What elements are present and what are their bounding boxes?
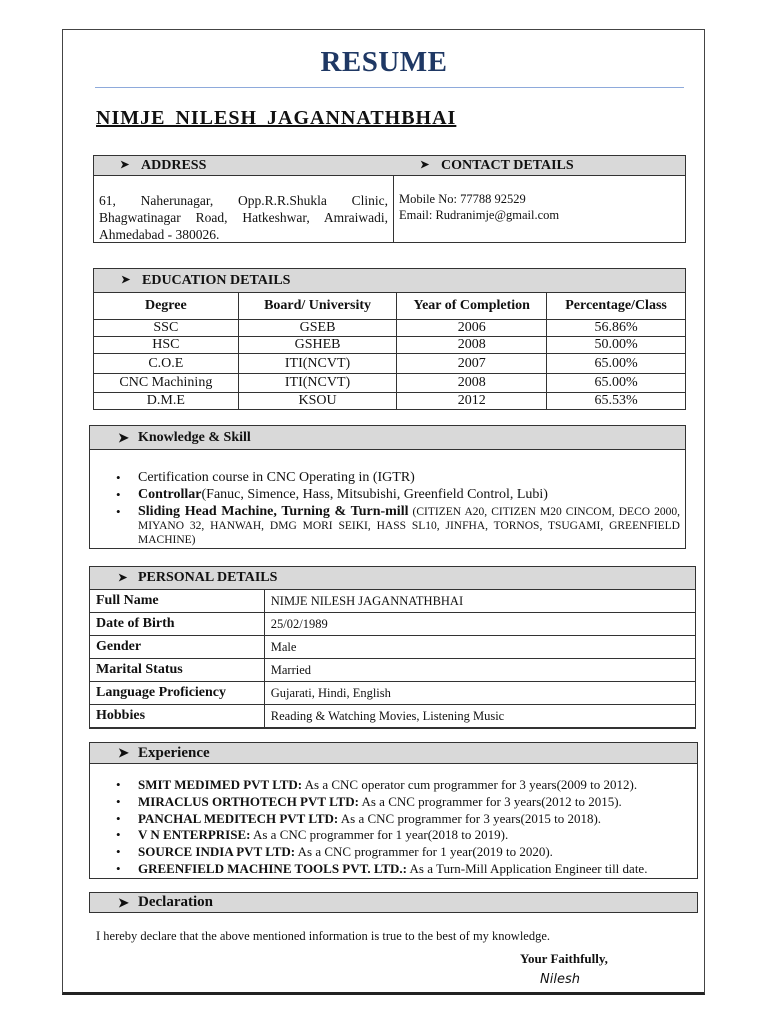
arrow-right-icon: ➤ — [118, 572, 128, 584]
arrow-right-icon: ➤ — [118, 745, 129, 760]
field-label: Full Name — [90, 590, 265, 613]
education-section — [93, 268, 686, 410]
field-value: Reading & Watching Movies, Listening Music — [264, 705, 695, 728]
table-cell: GSHEB — [238, 337, 397, 354]
table-row — [90, 659, 696, 682]
experience-header — [90, 743, 697, 764]
personal-heading: PERSONAL DETAILS — [138, 570, 278, 585]
contact-mobile: Mobile No: 77788 92529 — [399, 192, 526, 206]
table-cell: 65.00% — [547, 354, 686, 374]
candidate-name: NIMJE NILESH JAGANNATHBHAI — [96, 107, 457, 129]
table-row — [90, 682, 696, 705]
table-row — [90, 613, 696, 636]
list-item: • GREENFIELD MACHINE TOOLS PVT. LTD.: As a Turn-Mill Application Engineer till date. — [90, 861, 690, 878]
field-label: Date of Birth — [90, 613, 265, 636]
skills-header — [90, 426, 685, 450]
field-value: Gujarati, Hindi, English — [264, 682, 695, 705]
column-header: Board/ University — [238, 293, 397, 320]
contact-heading: CONTACT DETAILS — [441, 158, 574, 173]
education-header — [94, 269, 685, 293]
arrow-right-icon: ➤ — [120, 159, 130, 171]
list-item: • V N ENTERPRISE: As a CNC programmer for 1 year(2018 to 2019). — [90, 827, 690, 844]
field-value: Male — [264, 636, 695, 659]
table-row — [94, 374, 686, 393]
contact-header — [393, 156, 685, 176]
table-cell: GSEB — [238, 320, 397, 337]
signature-name: Nilesh — [540, 972, 580, 987]
field-label: Marital Status — [90, 659, 265, 682]
page-title: RESUME — [320, 46, 448, 78]
personal-header — [90, 567, 695, 590]
column-header: Percentage/Class — [547, 293, 686, 320]
contact-email: Email: Rudranimje@gmail.com — [399, 208, 560, 222]
table-row — [90, 705, 696, 728]
table-cell: 50.00% — [547, 337, 686, 354]
column-divider — [393, 176, 394, 242]
table-cell: ITI(NCVT) — [238, 354, 397, 374]
table-cell: HSC — [94, 337, 239, 354]
table-row — [94, 337, 686, 354]
experience-heading: Experience — [138, 745, 210, 761]
list-item: • MIRACLUS ORTHOTECH PVT LTD: As a CNC programmer for 3 years(2012 to 2015). — [90, 794, 690, 811]
skills-list — [90, 469, 680, 547]
address-heading: ADDRESS — [141, 158, 207, 173]
field-value: 25/02/1989 — [264, 613, 695, 636]
table-row — [94, 320, 686, 337]
table-cell: D.M.E — [94, 393, 239, 410]
table-cell: 65.00% — [547, 374, 686, 393]
column-header: Year of Completion — [397, 293, 547, 320]
table-cell: CNC Machining — [94, 374, 239, 393]
declaration-heading: Declaration — [138, 894, 213, 910]
closing-text: Your Faithfully, — [520, 951, 608, 966]
table-cell: KSOU — [238, 393, 397, 410]
experience-section — [89, 742, 698, 879]
column-header: Degree — [94, 293, 239, 320]
table-cell: 2008 — [397, 337, 547, 354]
field-value: NIMJE NILESH JAGANNATHBHAI — [264, 590, 695, 613]
table-cell: ITI(NCVT) — [238, 374, 397, 393]
field-label: Hobbies — [90, 705, 265, 728]
title-divider — [95, 87, 684, 88]
arrow-right-icon: ➤ — [121, 274, 131, 286]
list-item: • Certification course in CNC Operating in (IGTR) — [90, 469, 680, 486]
education-heading: EDUCATION DETAILS — [142, 273, 291, 288]
list-item: • SOURCE INDIA PVT LTD: As a CNC programmer for 1 year(2019 to 2020). — [90, 844, 690, 861]
address-text: 61, Naherunagar, Opp.R.R.Shukla Clinic, Bhagwatinagar Road, Hatkeshwar, Amraiwadi, Ahmedabad - 380026. — [99, 193, 388, 242]
table-cell: 2012 — [397, 393, 547, 410]
table-cell: 2008 — [397, 374, 547, 393]
list-item: • Sliding Head Machine, Turning & Turn-mill (CITIZEN A20, CITIZEN M20 CINCOM, DECO 2000, MIYANO 32, HANWAH, DMG MORI SEIKI, HASS SL10, JINFHA, TORNOS, TSUGAMI, GREENFIELD MACHINE) — [90, 503, 680, 547]
table-row — [90, 636, 696, 659]
arrow-right-icon: ➤ — [420, 159, 430, 171]
field-label: Language Proficiency — [90, 682, 265, 705]
experience-list — [90, 777, 690, 878]
table-row — [90, 590, 696, 613]
arrow-right-icon: ➤ — [118, 895, 129, 910]
table-cell: SSC — [94, 320, 239, 337]
table-cell: 2006 — [397, 320, 547, 337]
list-item: • Controllar(Fanuc, Simence, Hass, Mitsubishi, Greenfield Control, Lubi) — [90, 486, 680, 503]
arrow-right-icon: ➤ — [118, 430, 129, 445]
address-header — [94, 156, 394, 176]
personal-table — [89, 589, 696, 728]
skills-heading: Knowledge & Skill — [138, 430, 251, 445]
field-label: Gender — [90, 636, 265, 659]
declaration-header — [89, 892, 698, 913]
declaration-text: I hereby declare that the above mentioned information is true to the best of my knowledge. — [96, 929, 551, 943]
table-cell: 2007 — [397, 354, 547, 374]
table-cell: 56.86% — [547, 320, 686, 337]
table-cell: 65.53% — [547, 393, 686, 410]
table-row — [94, 354, 686, 374]
table-header-row — [94, 293, 686, 320]
table-row — [94, 393, 686, 410]
table-cell: C.O.E — [94, 354, 239, 374]
personal-section — [89, 566, 696, 729]
list-item: • SMIT MEDIMED PVT LTD: As a CNC operator cum programmer for 3 years(2009 to 2012). — [90, 777, 690, 794]
education-table — [93, 292, 686, 410]
field-value: Married — [264, 659, 695, 682]
list-item: • PANCHAL MEDITECH PVT LTD: As a CNC programmer for 3 years(2015 to 2018). — [90, 811, 690, 828]
skills-section — [89, 425, 686, 549]
address-contact-section — [93, 155, 686, 243]
